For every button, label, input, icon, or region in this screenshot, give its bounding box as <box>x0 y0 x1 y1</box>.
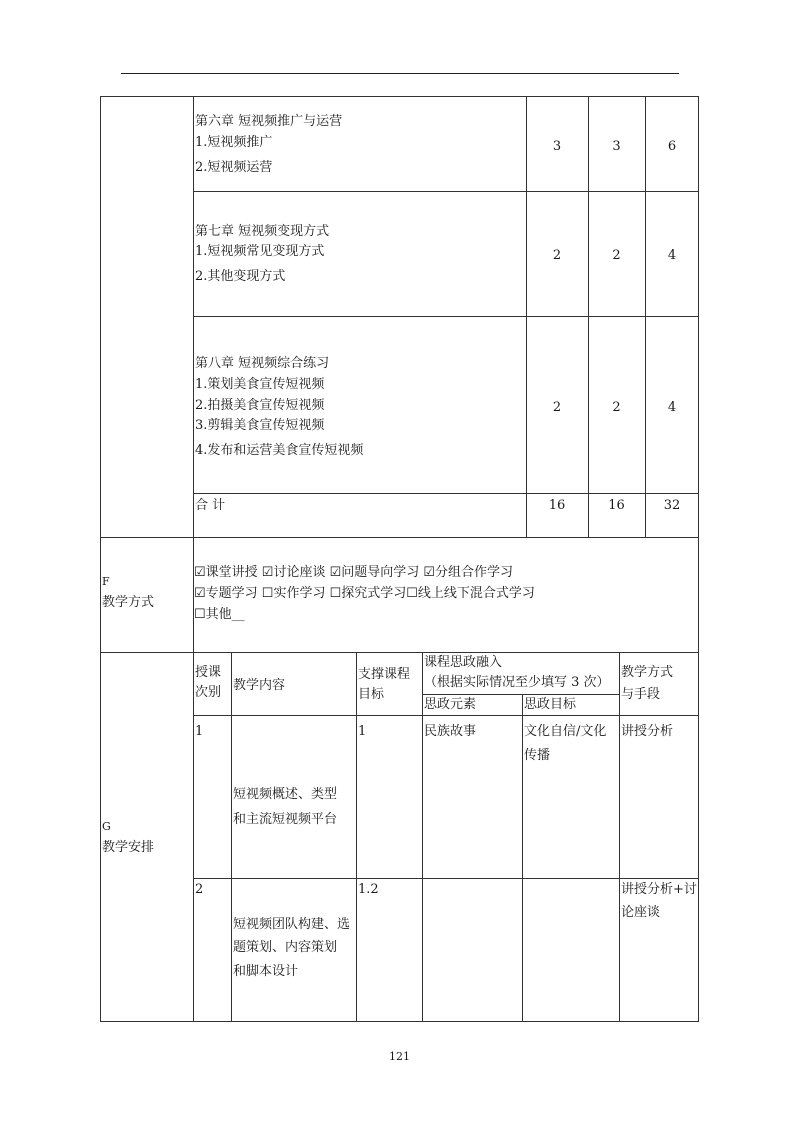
chapter-7-title: 第七章 短视频变现方式 <box>195 224 330 239</box>
chapter-8-title: 第八章 短视频综合练习 <box>195 356 330 371</box>
header-method-2: 与手段 <box>621 687 661 702</box>
teaching-methods-line-1: ☑课堂讲授 ☑讨论座谈 ☑问题导向学习 ☑分组合作学习 <box>194 565 514 580</box>
row-2-content-2: 题策划、内容策划 <box>233 940 338 955</box>
row-1-session: 1 <box>195 724 204 739</box>
row-2-content-1: 短视频团队构建、选 <box>233 917 351 932</box>
header-element: 思政元素 <box>424 697 477 712</box>
syllabus-table <box>100 96 699 1022</box>
header-method-1: 教学方式 <box>621 665 674 680</box>
header-session-1: 授课 <box>195 665 222 680</box>
header-target: 思政目标 <box>524 697 577 712</box>
header-goal-2: 目标 <box>358 687 385 702</box>
chapter-7-item-2: 2.其他变现方式 <box>195 269 286 284</box>
total-hours-b: 16 <box>608 498 625 513</box>
header-ideology-1: 课程思政融入 <box>424 655 503 670</box>
chapter-7-item-1: 1.短视频常见变现方式 <box>195 244 325 259</box>
chapter-6-hours-a: 3 <box>552 139 562 154</box>
chapter-6-hours-b: 3 <box>612 139 621 154</box>
row-1-element: 民族故事 <box>424 724 477 739</box>
chapter-8-item-2: 2.拍摄美食宣传短视频 <box>195 398 325 413</box>
teaching-methods-line-3: ☐其他__ <box>194 607 245 622</box>
row-2-content-3: 和脚本设计 <box>233 964 299 979</box>
row-1-target-2: 传播 <box>524 748 551 763</box>
header-session-2: 次别 <box>195 685 222 700</box>
row-2-session: 2 <box>195 882 204 897</box>
row-2-method-2: 论座谈 <box>621 905 661 920</box>
section-f-code: F <box>102 575 110 588</box>
row-1-content-1: 短视频概述、类型 <box>233 787 338 802</box>
header-ideology-2: （根据实际情况至少填写 3 次） <box>424 675 610 690</box>
chapter-6-item-2: 2.短视频运营 <box>195 160 273 175</box>
chapter-7-hours-total: 4 <box>667 248 677 263</box>
row-1-goal: 1 <box>358 724 367 739</box>
header-goal-1: 支撑课程 <box>358 667 411 682</box>
row-2-goal: 1.2 <box>358 882 379 897</box>
row-1-content-2: 和主流短视频平台 <box>233 812 338 827</box>
chapter-8-hours-total: 4 <box>667 400 677 415</box>
page-number: 121 <box>389 1050 410 1063</box>
chapter-8-item-1: 1.策划美食宣传短视频 <box>195 377 325 392</box>
chapter-8-hours-b: 2 <box>612 400 621 415</box>
chapter-7-hours-a: 2 <box>552 248 562 263</box>
teaching-methods-line-2: ☑专题学习 ☐实作学习 ☐探究式学习☐线上线下混合式学习 <box>194 586 535 601</box>
total-hours-total: 32 <box>663 498 681 513</box>
total-hours-a: 16 <box>548 498 566 513</box>
row-2-method-1: 讲授分析+讨 <box>621 882 697 897</box>
chapter-6-title: 第六章 短视频推广与运营 <box>195 114 343 129</box>
chapter-8-item-3: 3.剪辑美食宣传短视频 <box>195 418 325 433</box>
chapter-8-item-4: 4.发布和运营美食宣传短视频 <box>195 443 364 458</box>
row-1-method: 讲授分析 <box>621 724 674 739</box>
chapter-7-hours-b: 2 <box>612 248 621 263</box>
section-g-label: 教学安排 <box>102 840 155 855</box>
section-g-code: G <box>102 820 111 833</box>
chapter-6-item-1: 1.短视频推广 <box>195 135 273 150</box>
total-label: 合 计 <box>195 498 226 513</box>
header-rule <box>121 73 679 74</box>
header-content: 教学内容 <box>233 678 286 693</box>
row-1-target-1: 文化自信/文化 <box>524 724 607 739</box>
chapter-6-hours-total: 6 <box>667 139 677 154</box>
section-f-label: 教学方式 <box>102 595 155 610</box>
chapter-8-hours-a: 2 <box>552 400 562 415</box>
